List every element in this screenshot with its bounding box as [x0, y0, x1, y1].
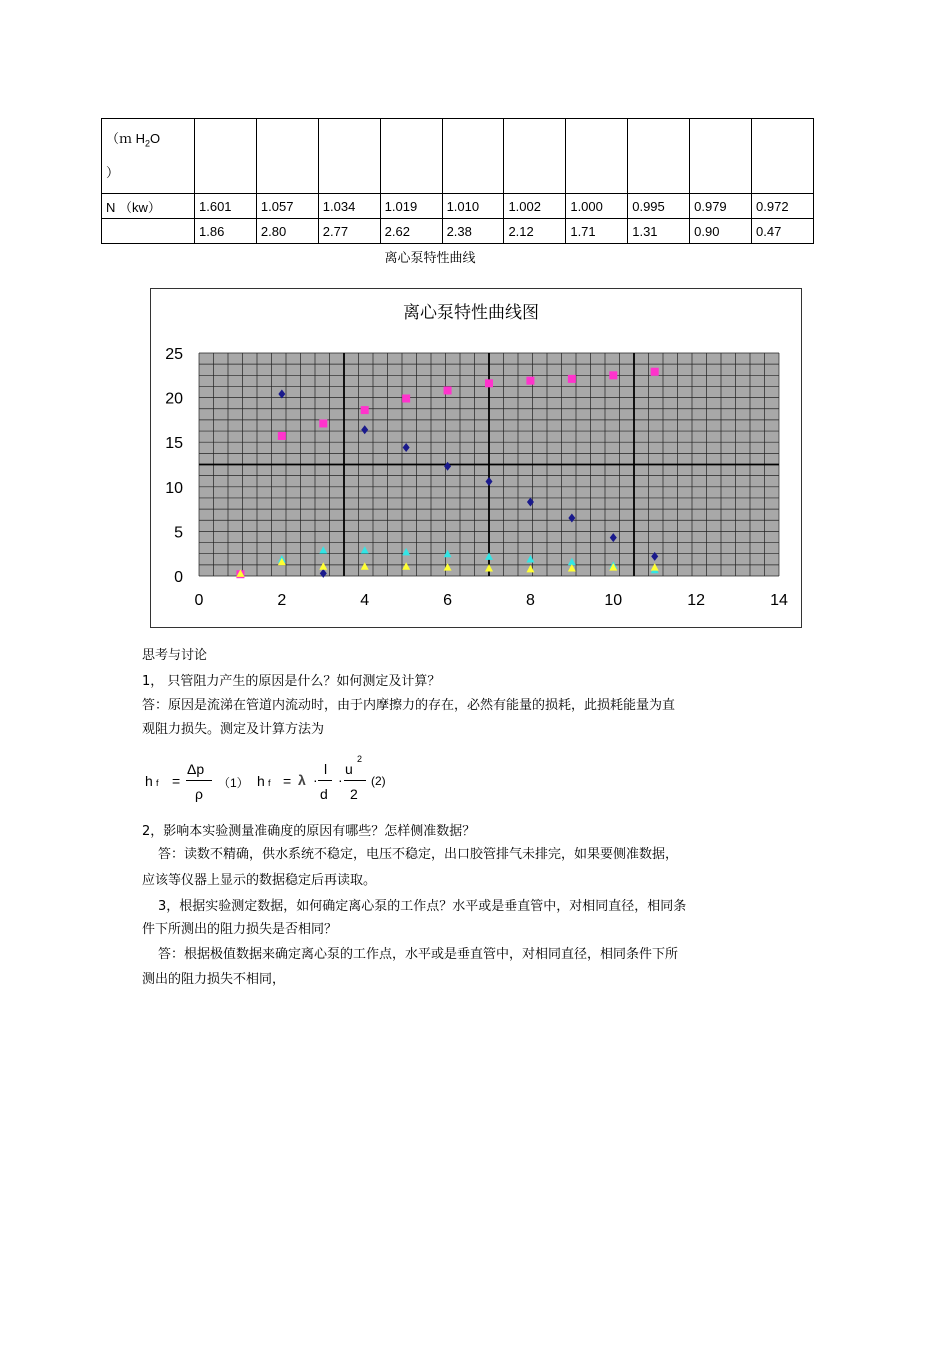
data-point	[278, 432, 286, 440]
formula-lambda: λ	[298, 772, 306, 788]
table-cell	[504, 119, 566, 194]
formula	[140, 756, 440, 808]
table-cell: 2.12	[504, 219, 566, 244]
table-cell: 2.80	[256, 219, 318, 244]
question-3-line-2: 件下所测出的阻力损失是否相同？	[142, 922, 338, 937]
y-axis	[165, 346, 183, 586]
formula-dp: Δp	[187, 761, 205, 777]
table-cell: 0.995	[628, 194, 690, 219]
table-cell	[690, 119, 752, 194]
y-tick-label: 10	[165, 479, 183, 497]
table-cell: 0.47	[752, 219, 814, 244]
section-heading: 思考与讨论	[142, 648, 208, 663]
table-cell: 1.019	[380, 194, 442, 219]
table-cell: 1.002	[504, 194, 566, 219]
head-unit: （ｍ $H_2O$	[106, 130, 161, 149]
question-1: 1， 只管阻力产生的原因是什么？如何测定及计算？	[142, 674, 441, 689]
table-row	[102, 194, 814, 219]
row-label-empty	[102, 219, 195, 244]
formula-bar1	[186, 780, 212, 781]
y-tick-label: 15	[165, 435, 183, 453]
x-axis	[195, 592, 788, 609]
x-tick-label: 10	[604, 592, 623, 609]
chart-frame	[150, 288, 802, 628]
formula-bar2	[318, 780, 332, 781]
answer-2-line-1: 答：读数不精确，供水系统不稳定，电压不稳定，出口胶管排气未排完，如果要侧准数据，	[158, 847, 679, 862]
table-row	[102, 119, 814, 194]
row-label-power: N （kw）	[102, 194, 195, 219]
table-cell	[752, 119, 814, 194]
table-cell: 2.77	[318, 219, 380, 244]
data-point	[485, 379, 493, 387]
table-cell: 1.034	[318, 194, 380, 219]
formula-f1: f	[156, 778, 159, 788]
table-cell: 0.979	[690, 194, 752, 219]
table-cell: 1.601	[195, 194, 257, 219]
answer-1-line-2: 观阻力损失。测定及计算方法为	[142, 722, 325, 737]
data-point	[319, 419, 327, 427]
table-cell	[318, 119, 380, 194]
x-tick-label: 2	[277, 592, 287, 609]
formula-eq1: =	[172, 773, 181, 789]
y-tick-label: 25	[165, 346, 183, 363]
data-point	[651, 368, 659, 376]
data-point	[361, 406, 369, 414]
answer-3-line-1: 答：根据极值数据来确定离心泵的工作点，水平或是垂直管中，对相同直径，相同条件下所	[158, 947, 679, 962]
formula-rho: ρ	[195, 786, 203, 802]
y-tick-label: 0	[174, 569, 183, 586]
data-table	[101, 118, 814, 244]
question-2: 2，影响本实验测量准确度的原因有哪些？怎样侧准数据？	[142, 824, 476, 839]
formula-eq2: =	[283, 773, 292, 789]
x-tick-label: 0	[194, 592, 204, 609]
formula-sq: 2	[357, 754, 363, 764]
x-tick-label: 12	[687, 592, 706, 609]
table-cell: 1.000	[566, 194, 628, 219]
formula-u: u	[345, 761, 353, 777]
formula-f2: f	[268, 778, 271, 788]
table-cell: 2.62	[380, 219, 442, 244]
x-tick-label: 14	[770, 592, 788, 609]
answer-3-line-2: 测出的阻力损失不相同，	[142, 972, 286, 987]
formula-two: 2	[350, 786, 358, 802]
table-cell	[442, 119, 504, 194]
data-point	[526, 377, 534, 385]
table-cell	[380, 119, 442, 194]
head-paren: ）	[106, 165, 120, 181]
formula-n2: (2)	[371, 774, 386, 788]
answer-1-line-1: 答：原因是流涕在管道内流动时，由于内摩擦力的存在，必然有能量的损耗，此损耗能量为直	[142, 698, 676, 713]
table-cell	[628, 119, 690, 194]
formula-bar3	[344, 780, 366, 781]
table-cell: 1.86	[195, 219, 257, 244]
row-label-head	[102, 119, 195, 194]
x-tick-label: 6	[443, 592, 453, 609]
x-tick-label: 4	[360, 592, 370, 609]
table-cell: 1.71	[566, 219, 628, 244]
y-tick-label: 20	[165, 390, 183, 408]
data-point	[568, 375, 576, 383]
table-cell: 0.90	[690, 219, 752, 244]
formula-d: d	[320, 786, 328, 802]
formula-dot1: ·	[313, 772, 318, 788]
formula-l: l	[324, 761, 328, 777]
question-3-line-1: 3，根据实验测定数据，如何确定离心泵的工作点？水平或是垂直管中，对相同直径，相同条	[158, 899, 687, 914]
table-cell: 0.972	[752, 194, 814, 219]
data-point	[609, 371, 617, 379]
x-tick-label: 8	[525, 592, 535, 609]
data-point	[402, 394, 410, 402]
formula-h1: h	[145, 773, 153, 789]
table-cell	[195, 119, 257, 194]
scatter-chart	[151, 289, 801, 627]
table-cell	[256, 119, 318, 194]
formula-dot2: ·	[338, 772, 343, 788]
chart-caption: 离心泵特性曲线	[384, 251, 476, 266]
formula-n1: （1）	[218, 776, 249, 790]
y-tick-label: 5	[174, 524, 183, 542]
table-cell: 2.38	[442, 219, 504, 244]
table-cell: 1.010	[442, 194, 504, 219]
formula-h2: h	[257, 773, 265, 789]
table-cell: 1.057	[256, 194, 318, 219]
data-point	[444, 386, 452, 394]
chart-title: 离心泵特性曲线图	[403, 303, 539, 322]
table-cell: 1.31	[628, 219, 690, 244]
answer-2-line-2: 应该等仪器上显示的数据稳定后再读取。	[142, 873, 377, 888]
table-cell	[566, 119, 628, 194]
table-row	[102, 219, 814, 244]
